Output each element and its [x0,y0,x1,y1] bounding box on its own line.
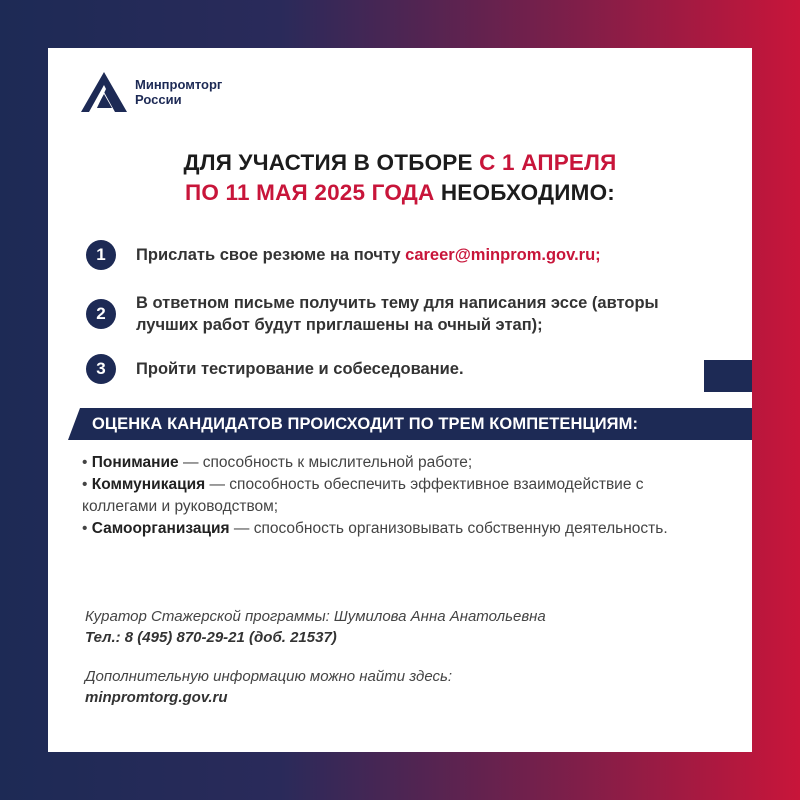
list-item [82,518,722,540]
step-number-badge: 1 [86,240,116,270]
logo-line2: России [135,92,182,107]
competency-desc: — способность к мыслительной работе; [178,454,473,471]
headline-text-1: ДЛЯ УЧАСТИЯ В ОТБОРЕ [183,150,480,175]
step-3 [86,354,716,384]
headline-text-2: НЕОБХОДИМО: [434,180,615,205]
banner-extension [704,360,752,392]
info-card [48,48,752,752]
competency-name: Самоорганизация [91,520,230,537]
curator-phone: Тел.: 8 (495) 870-29-21 (доб. 21537) [85,629,337,646]
email-link[interactable]: career@minprom.gov.ru; [405,246,601,264]
step-1-text [136,240,716,266]
headline-line2 [48,178,752,208]
competency-name: Коммуникация [91,476,206,493]
competency-desc: — способность обеспечить эффективное взаимодействие с коллегами и руководством; [82,476,644,515]
more-info [85,666,452,708]
more-info-text: Дополнительную информацию можно найти здесь: [85,668,453,685]
competencies-list [82,452,722,540]
competencies-banner-text: ОЦЕНКА КАНДИДАТОВ ПРОИСХОДИТ ПО ТРЕМ КОМПЕТЕНЦИЯМ: [92,415,639,433]
logo [81,72,222,112]
competency-desc: — способность организовывать собственную деятельность. [229,520,668,537]
curator-name: Куратор Стажерской программы: Шумилова Анна Анатольевна [85,608,546,625]
step-number-badge: 3 [86,354,116,384]
step-3-text: Пройти тестирование и собеседование. [136,360,464,378]
logo-line1: Минпромторг [135,77,223,92]
list-item [82,474,722,518]
bullet: • [82,476,92,493]
step-1-label: Прислать свое резюме на почту [136,246,406,264]
headline-line1 [48,148,752,178]
bullet: • [82,454,92,471]
step-2 [86,292,716,336]
logo-text [135,77,222,107]
headline-date-end: ПО 11 МАЯ 2025 ГОДА [184,180,435,205]
list-item [82,452,722,474]
website-link[interactable]: minpromtorg.gov.ru [85,689,228,706]
minpromtorg-logo-icon [81,72,127,112]
page-title [48,148,752,208]
headline-date-start: С 1 АПРЕЛЯ [479,150,617,175]
competency-name: Понимание [91,454,179,471]
step-2-text: В ответном письме получить тему для написания эссе (авторы лучших работ будут приглашены на очный этап); [136,294,659,334]
bullet: • [82,520,92,537]
step-1 [86,240,716,270]
step-number-badge: 2 [86,299,116,329]
curator-contact [85,606,546,648]
